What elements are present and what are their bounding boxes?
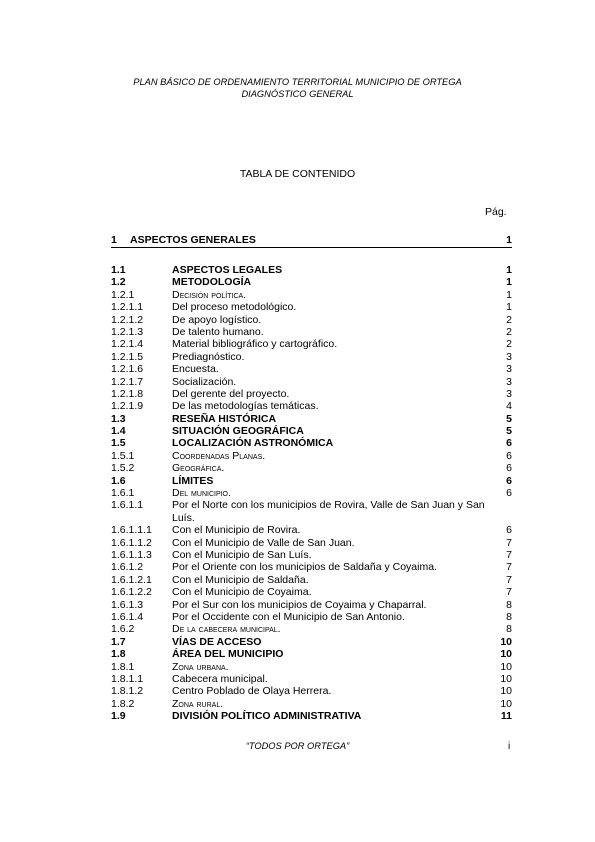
toc-entry[interactable] <box>111 388 512 400</box>
toc-entry-number: 1.2 <box>111 276 126 289</box>
toc-entry-page: 2 <box>506 313 512 326</box>
toc-entry-page: 8 <box>506 623 512 636</box>
toc-entry-page: 7 <box>506 561 512 574</box>
toc-entry-number: 1.2.1 <box>111 288 135 301</box>
toc-entry-title: De la cabecera municipal. <box>172 623 281 636</box>
toc-entry-number: 1.2.1.9 <box>111 400 144 413</box>
toc-entry[interactable] <box>111 685 512 697</box>
toc-entry[interactable] <box>111 537 512 549</box>
toc-entry[interactable] <box>111 499 512 524</box>
toc-entry-number: 1.1 <box>111 264 126 276</box>
toc-entry[interactable] <box>111 698 512 710</box>
toc-entry-title: Del gerente del proyecto. <box>172 387 290 400</box>
toc-entry-number: 1.6.1.1.3 <box>111 549 152 561</box>
toc-entry-page: 10 <box>500 685 512 698</box>
page-number: i <box>508 741 511 752</box>
toc-entry[interactable] <box>111 475 512 487</box>
toc-title: TABLA DE CONTENIDO <box>239 168 356 180</box>
toc-entry-page: 10 <box>500 697 512 710</box>
toc-entry[interactable] <box>111 264 512 276</box>
toc-entry-number: 1.8.2 <box>111 697 135 710</box>
toc-entry-title: Material bibliográfico y cartográfico. <box>172 338 338 351</box>
toc-entry-number: 1.8 <box>111 648 126 661</box>
toc-entry-number: 1.6.1.2.2 <box>111 586 152 599</box>
toc-entry-page: 3 <box>506 350 512 363</box>
toc-entry[interactable] <box>111 326 512 338</box>
toc-entry-title: Zona urbana. <box>172 660 229 673</box>
toc-entry-page: 1 <box>506 276 512 289</box>
toc-entry-page: 10 <box>500 635 512 648</box>
toc-entry-page: 7 <box>506 536 512 549</box>
toc-entry-title: VÍAS DE ACCESO <box>172 635 262 648</box>
toc-entry[interactable] <box>111 351 512 363</box>
toc-entry[interactable] <box>111 648 512 660</box>
toc-entry-number: 1.6.1.1.2 <box>111 536 152 549</box>
toc-entry[interactable] <box>111 524 512 536</box>
toc-entry-page: 6 <box>506 524 512 537</box>
toc-entry-page: 2 <box>506 325 512 338</box>
toc-entry[interactable] <box>111 400 512 412</box>
toc-entry-title: ASPECTOS LEGALES <box>172 264 283 276</box>
toc-entry-number: 1.8.1 <box>111 660 135 673</box>
toc-entry-number: 1.5.1 <box>111 449 135 462</box>
toc-entry[interactable] <box>111 413 512 425</box>
toc-entry-title: Con el Municipio de Coyaima. <box>172 586 312 599</box>
toc-entry-title: Zona rural. <box>172 697 224 710</box>
toc-entry-page: 7 <box>506 573 512 586</box>
toc-entry-page: 4 <box>506 400 512 413</box>
toc-entry-number: 1.8.1.1 <box>111 672 144 685</box>
toc-entry-page: 7 <box>506 549 512 561</box>
toc-entry-number: 1.2.1.7 <box>111 375 144 388</box>
toc-entry-number: 1.2.1.8 <box>111 387 144 400</box>
toc-entry[interactable] <box>111 363 512 375</box>
toc-entry-title: Socialización. <box>172 375 237 388</box>
toc-entry-page: 10 <box>500 660 512 673</box>
toc-entry-number: 1.6.1.4 <box>111 610 144 623</box>
toc-entry[interactable] <box>111 487 512 499</box>
toc-entry-title: Coordenadas Planas. <box>172 449 266 462</box>
toc-entry-page: 6 <box>506 437 512 450</box>
toc-top-entry[interactable] <box>111 234 512 248</box>
toc-entry-title: Con el Municipio de Saldaña. <box>172 573 309 586</box>
toc-entry[interactable] <box>111 425 512 437</box>
toc-entry[interactable] <box>111 599 512 611</box>
toc-entry-number: 1.2.1.6 <box>111 363 144 376</box>
toc-entry[interactable] <box>111 661 512 673</box>
toc-entry-number: 1 <box>111 234 117 246</box>
toc-entry-number: 1.2.1.5 <box>111 350 144 363</box>
toc-entry-number: 1.2.1.1 <box>111 301 144 314</box>
toc-entry-number: 1.6.1.1.1 <box>111 524 152 537</box>
toc-entry-number: 1.8.1.2 <box>111 685 144 698</box>
toc-entry-title: METODOLOGÍA <box>172 276 252 289</box>
toc-entry[interactable] <box>111 623 512 635</box>
toc-entry-number: 1.6.1.2 <box>111 561 144 574</box>
toc-entry-page: 1 <box>506 264 512 276</box>
toc-entry-title: ÁREA DEL MUNICIPIO <box>172 648 284 661</box>
toc-entry[interactable] <box>111 338 512 350</box>
toc-entry[interactable] <box>111 301 512 313</box>
toc-entry-title: Centro Poblado de Olaya Herrera. <box>172 685 332 698</box>
toc-entry[interactable] <box>111 462 512 474</box>
toc-entry[interactable] <box>111 611 512 623</box>
toc-entry-title: Encuesta. <box>172 363 219 376</box>
toc-entry-page: 8 <box>506 598 512 611</box>
toc-entry-page: 10 <box>500 648 512 661</box>
toc-entry-title: De apoyo logístico. <box>172 313 262 326</box>
toc-entry[interactable] <box>111 549 512 561</box>
toc-entry-title: Del proceso metodológico. <box>172 301 297 314</box>
toc-entry[interactable] <box>111 450 512 462</box>
toc-entry-title: Por el Occidente con el Municipio de San Antonio. <box>172 610 405 623</box>
toc-entry-number: 1.4 <box>111 425 126 438</box>
toc-entry-page: 6 <box>506 487 512 500</box>
toc-entry-number: 1.2.1.3 <box>111 325 144 338</box>
footer-motto: “TODOS POR ORTEGA” <box>245 741 350 751</box>
toc-entry-page: 3 <box>506 375 512 388</box>
toc-entry-number: 1.6.1 <box>111 487 135 500</box>
toc-entry[interactable] <box>111 289 512 301</box>
toc-entry-number: 1.7 <box>111 635 126 648</box>
toc-entry-title: LOCALIZACIÓN ASTRONÓMICA <box>172 437 334 450</box>
toc-entry[interactable] <box>111 586 512 598</box>
toc-entry-number: 1.6.1.2.1 <box>111 573 152 586</box>
toc-entry-page: 3 <box>506 387 512 400</box>
toc-entry-number: 1.5.2 <box>111 462 135 475</box>
toc-entry-title: DIVISIÓN POLÍTICO ADMINISTRATIVA <box>172 710 362 723</box>
toc-entry-number: 1.9 <box>111 710 126 723</box>
toc-entry-number: 1.5 <box>111 437 126 450</box>
toc-entry[interactable] <box>111 710 512 722</box>
toc-entry-page: 11 <box>500 710 512 723</box>
toc-entry-title: Con el Municipio de San Luís. <box>172 549 312 561</box>
toc-entry[interactable] <box>111 561 512 573</box>
toc-entry-number: 1.6.1.1 <box>111 499 144 512</box>
toc-entry-page: 8 <box>506 610 512 623</box>
toc-entry-number: 1.2.1.2 <box>111 313 144 326</box>
toc-entry-number: 1.6.1.3 <box>111 598 144 611</box>
toc-entry-title: Con el Municipio de Rovira. <box>172 524 301 537</box>
toc-entry-page: 6 <box>506 462 512 475</box>
toc-entry[interactable] <box>111 574 512 586</box>
toc-entry-number: 1.3 <box>111 412 126 425</box>
toc-entry-title: Geográfica. <box>172 462 225 475</box>
toc-entry-page: 5 <box>506 412 512 425</box>
toc-entry-page: 2 <box>506 338 512 351</box>
header-line-1: PLAN BÁSICO DE ORDENAMIENTO TERRITORIAL MUNICIPIO DE ORTEGA <box>133 77 462 87</box>
toc-entry-number: 1.6.2 <box>111 623 135 636</box>
toc-entry-title: De talento humano. <box>172 325 264 338</box>
toc-entry-title: Con el Municipio de Valle de San Juan. <box>172 536 355 549</box>
toc-entry-page: 5 <box>506 425 512 438</box>
toc-entry-number: 1.2.1.4 <box>111 338 144 351</box>
toc-entry[interactable] <box>111 636 512 648</box>
page-column-label: Pág. <box>485 206 507 218</box>
toc-entry-page: 3 <box>506 363 512 376</box>
toc-entry-title: RESEÑA HISTÓRICA <box>172 412 277 425</box>
toc-entry[interactable] <box>111 276 512 288</box>
header-line-2: DIAGNÓSTICO GENERAL <box>241 89 354 99</box>
toc-entry-title: De las metodologías temáticas. <box>172 400 319 413</box>
toc-entry-page: 6 <box>506 449 512 462</box>
toc-entry-page: 6 <box>506 474 512 487</box>
toc-entry-title: Prediagnóstico. <box>172 350 245 363</box>
toc-entry[interactable] <box>111 673 512 685</box>
toc-entry[interactable] <box>111 314 512 326</box>
toc-entry-page: 1 <box>506 234 512 246</box>
toc-entry-title: Del municipio. <box>172 487 231 500</box>
toc-list <box>111 264 512 722</box>
toc-entry[interactable] <box>111 437 512 449</box>
toc-entry-page: 1 <box>506 288 512 301</box>
toc-entry-title: SITUACIÓN GEOGRÁFICA <box>172 425 304 438</box>
toc-entry-title: Cabecera municipal. <box>172 672 268 685</box>
toc-entry-page: 7 <box>506 586 512 599</box>
toc-entry-title: ASPECTOS GENERALES <box>130 234 256 246</box>
toc-entry-title: LÍMITES <box>172 474 214 487</box>
toc-entry-page: 1 <box>506 301 512 314</box>
toc-entry-number: 1.6 <box>111 474 126 487</box>
toc-entry[interactable] <box>111 376 512 388</box>
toc-entry-title: Por el Oriente con los municipios de Saldaña y Coyaima. <box>172 561 437 574</box>
toc-entry-page: 10 <box>500 672 512 685</box>
toc-entry-title: Por el Sur con los municipios de Coyaima y Chaparral. <box>172 598 427 611</box>
toc-entry-title: Por el Norte con los municipios de Rovira, Valle de San Juan y San Luís. <box>172 499 485 524</box>
toc-entry-title: Decisión política. <box>172 288 247 301</box>
document-header <box>0 76 595 100</box>
